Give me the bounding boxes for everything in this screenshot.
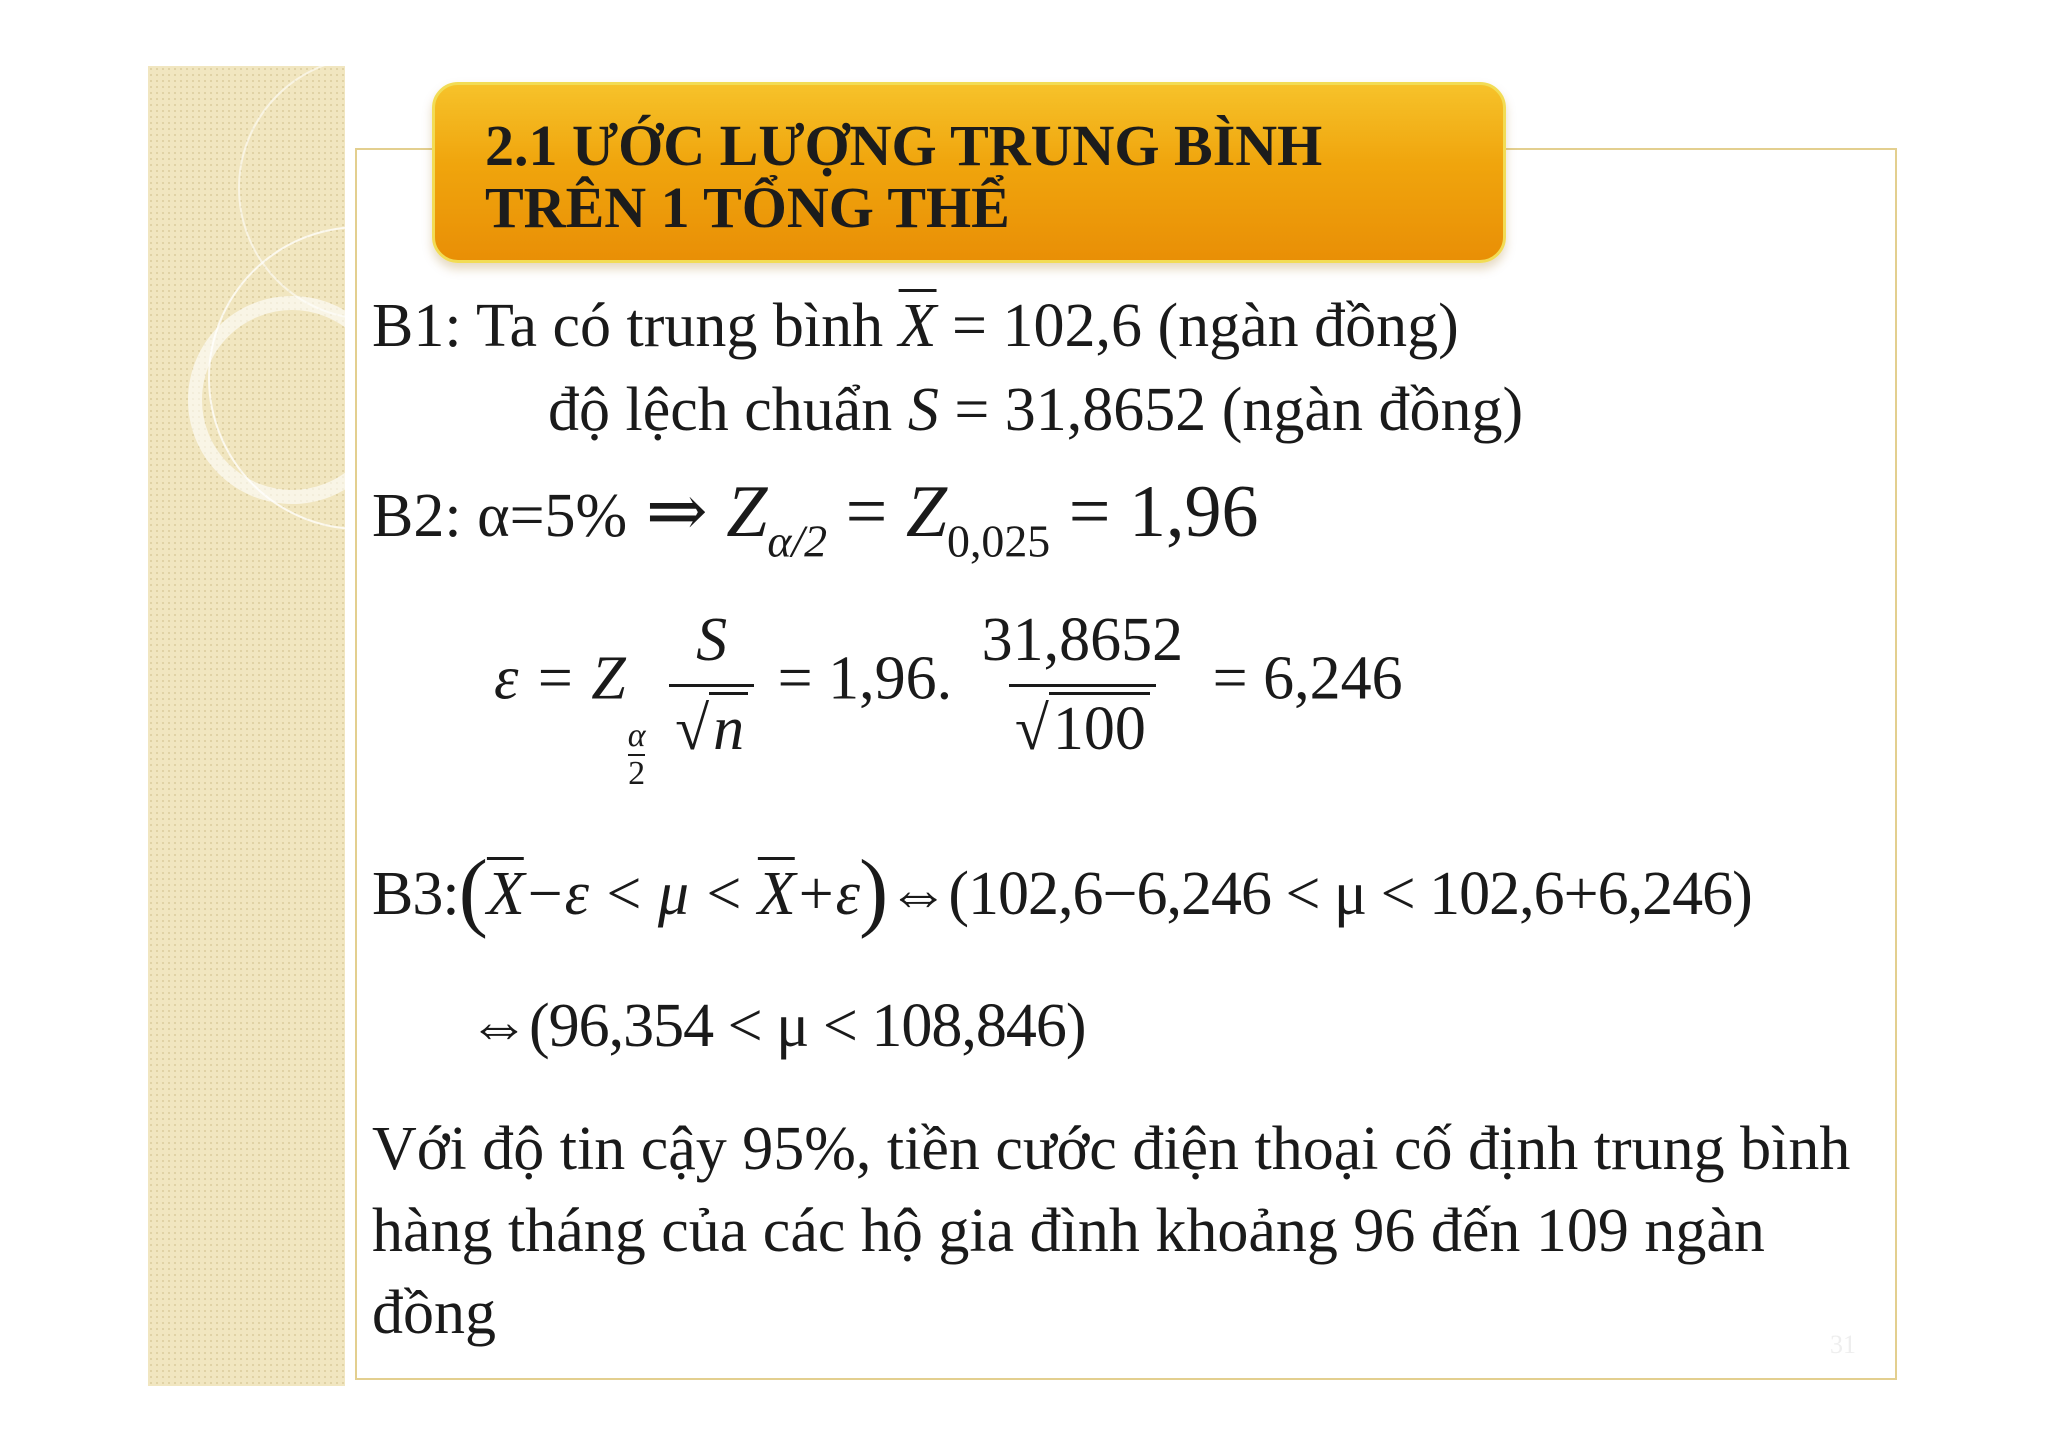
numeric-fraction [976,600,1190,769]
alpha-half-subscript [628,718,646,792]
std-symbol: S [907,376,939,444]
close-paren: ) [859,843,888,940]
b3-label: B3: [372,860,459,928]
implies-symbol: ⇒ [645,471,708,553]
b2-label: B2: α=5% [372,482,628,550]
hundred-value: 100 [1049,692,1150,763]
equals-sign: = [845,471,888,553]
conclusion-text: Với độ tin cậy 95%, tiền cước điện thoại cố định trung bình hàng tháng của các hộ gia đình khoảng 96 đến 109 ngàn đồng [372,1115,1851,1347]
mean-value: = 102,6 [952,292,1142,360]
b1-std-line [548,374,1523,446]
epsilon-line [494,600,1403,792]
b2-line [372,471,1259,578]
z-subscript-alpha: α/2 [767,515,828,567]
page-number: 31 [1830,1330,1856,1359]
epsilon-result: = 6,246 [1212,644,1403,713]
fraction-numerator-value: 31,8652 [981,606,1184,674]
std-unit: (ngàn đồng) [1221,376,1524,444]
interval-left: −ε < μ < [523,860,744,928]
z-subscript-value: 0,025 [947,515,1051,567]
fraction-numerator-s: S [696,606,728,674]
decorative-side-panel [148,66,345,1386]
equivalence-symbol: ⇔ [887,860,949,928]
two-denominator: 2 [628,755,646,793]
epsilon-mid: = 1,96. [777,644,953,713]
title-banner [432,82,1506,263]
n-symbol: n [709,692,748,763]
b1-label: B1: Ta có trung bình [372,292,884,360]
epsilon-lhs: ε = Z [494,644,626,713]
slide-title: 2.1 ƯỚC LƯỢNG TRUNG BÌNH TRÊN 1 TỔNG THỂ [485,113,1323,240]
open-paren: ( [458,843,487,940]
z-symbol: Z [726,471,768,553]
mean-symbol: $\overline{X}$ [757,860,795,928]
z-symbol: Z [905,471,948,553]
mean-symbol: $\overline{X}$ [898,292,937,360]
std-value: = 31,8652 [954,376,1207,444]
final-interval-line: ⇔(96,354 < μ < 108,846) [468,992,1086,1060]
alpha-symbol: α [627,717,646,755]
z-value: = 1,96 [1068,471,1259,553]
s-over-sqrt-n [669,600,754,769]
fraction-denominator-sqrt-n: √n [669,684,754,769]
mean-unit: (ngàn đồng) [1157,292,1459,360]
fraction-denominator-sqrt-100: √100 [1009,684,1156,769]
mean-symbol: $\overline{X}$ [486,860,524,928]
b1-mean-line [372,290,1459,362]
b3-line [372,843,1752,940]
numeric-interval: (102,6−6,246 < μ < 102,6+6,246) [948,860,1752,928]
std-label: độ lệch chuẩn [548,376,893,444]
interval-right: +ε [794,860,860,928]
